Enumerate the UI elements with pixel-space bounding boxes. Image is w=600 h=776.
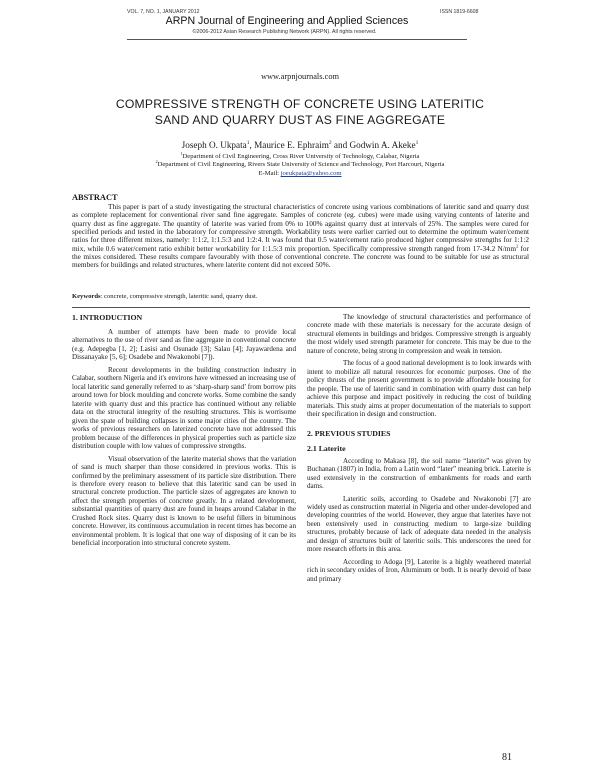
- email-label: E-Mail:: [258, 170, 281, 177]
- abstract-body: [72, 203, 529, 270]
- keywords: [72, 293, 529, 300]
- right-column: [307, 313, 531, 587]
- affiliation-2: [0, 158, 600, 169]
- right-paragraph-1: The knowledge of structural characteristics and performance of concrete made with these materials is necessary for the accurate design of structural elements in buildings and bridges. Compressive strength is arguably the most widely used strength parameter for concrete. This may be due to the nature of concrete, being strong in compression and weak in tension.: [307, 313, 531, 355]
- author-3: Godwin A. Akeke: [349, 140, 416, 150]
- copyright-line: ©2006-2012 Asian Research Publishing Network (ARPN). All rights reserved.: [192, 29, 377, 35]
- title-line-2: SAND AND QUARRY DUST AS FINE AGGREGATE: [154, 113, 446, 127]
- introduction-heading: 1. INTRODUCTION: [72, 313, 143, 322]
- abstract-rule: [72, 307, 530, 308]
- abstract-text-part-2: for the mixes considered. These results compare favourably with those of conventional concrete. The concrete was found to be suitable for use as structural members for buildings and related structures, where laterite content did not exceed 50%.: [72, 243, 529, 270]
- keywords-label: Keywords: [72, 293, 101, 300]
- keywords-text: : concrete, compressive strength, lateritic sand, quarry dust.: [100, 293, 258, 300]
- abstract-heading: ABSTRACT: [72, 193, 118, 202]
- introduction-paragraph-3: Visual observation of the laterite material shows that the variation of sand is much sharper than those considered in previous works. This is confirmed by the preliminary assessment of its particle size distribution. There is therefore every reason to believe that this lateritic sand can be used in structural concrete production. The particle sizes of aggregates are known to affect the strength properties of concrete greatly. In a related development, substantial quantities of quarry dust are found in heaps around Calabar in the Crushed Rock sites. Quarry dust is known to be useful fillers in bituminous concrete. However, its continuous accumulation in recent times has become an environmental problem. It is logical that one way of disposing of it can be its beneficial incorporation into structural concrete system.: [72, 454, 296, 548]
- author-2: Maurice E. Ephraim: [254, 140, 329, 150]
- author-conjunction: and: [331, 140, 350, 150]
- introduction-paragraph-1: A number of attempts have been made to provide local alternatives to the use of river sand as fine aggregate in conventional concrete (e.g. Adepegba [1, 2]; Lasisi and Osunade [3]; Salau [4]; Jayawardena and Dissanayake [5, 6]; Osadebe and Nwakonobi [7]).: [72, 328, 296, 362]
- email-line: [0, 170, 600, 178]
- author-list: [0, 140, 600, 150]
- author-separator: ,: [249, 140, 255, 150]
- affiliation-1-text: Department of Civil Engineering, Cross River University of Technology, Calabar, Nigeria: [182, 153, 420, 160]
- title-line-1: COMPRESSIVE STRENGTH OF CONCRETE USING LATERITIC: [115, 97, 485, 111]
- affiliation-1: [0, 150, 600, 161]
- author-1: Joseph O. Ukpata: [181, 140, 247, 150]
- journal-url[interactable]: www.arpnjournals.com: [260, 72, 340, 81]
- email-link[interactable]: joeukpata@yahoo.com: [280, 170, 342, 177]
- right-paragraph-4: Lateritic soils, according to Osadebe and Nwakonobi [7] are widely used as construction material in Nigeria and other under-developed and developing countries of the world. However, they argue that laterites have not been extensively used in constructing medium to large-size building structures, probably because of lack of adequate data needed in the analysis and design of structures built of lateritic soils. This underscores the need for more research efforts in this area.: [307, 494, 531, 554]
- author-3-affiliation-mark: 1: [415, 139, 419, 146]
- right-paragraph-5: According to Adoga [9], Laterite is a highly weathered material rich in secondary oxides of Iron, Aluminum or both. It is nearly devoid of base and primary: [307, 557, 531, 583]
- right-paragraph-3: According to Makasa [8], the soil name “laterite” was given by Buchanan (1807) in India, from a Latin word “later” meaning brick. Laterite is used extensively in the construction of embankments for roads and earth dams.: [307, 456, 531, 491]
- abstract-text-part-1: This paper is part of a study investigating the structural characteristics of concrete using various combinations of lateritic sand and quarry dust as complete replacement for conventional river sand fine aggregate. Samples of concrete (eg. cubes) were made using varying contents of laterite and quarry dust as fine aggregate. The quantity of laterite was varied from 0% to 100% against quarry dust at intervals of 25%. The samples were cured for specified periods and tested in the laboratory for compressive strength. Workability tests were earlier carried out to determine the optimum water/cement ratios for three different mixes, namely: 1:1:2, 1:1.5:3 and 1:2:4. It was found that 0.5 water/cement ratio produced higher compressive strengths for 1:1:2 mix, while 0.6 water/cement ratio exhibit better workability for 1:1.5:3 mix proportion. Specifically compressive strength ranged from 17-34.2 N/mm: [72, 202, 529, 253]
- page-number: 81: [502, 752, 512, 763]
- affiliation-2-mark: 2: [155, 158, 158, 164]
- left-column: [72, 313, 296, 552]
- previous-studies-heading: 2. PREVIOUS STUDIES: [307, 428, 391, 438]
- affiliation-2-text: Department of Civil Engineering, Rivers State University of Science and Technology, Port Harcourt, Nigeria: [157, 161, 445, 168]
- laterite-subheading: 2.1 Laterite: [307, 443, 346, 453]
- author-2-affiliation-mark: 2: [328, 139, 332, 146]
- paper-title: [0, 96, 600, 128]
- introduction-paragraph-2: Recent developments in the building construction industry in Calabar, southern Nigeria and it's environs have witnessed an increasing use of local lateritic sand generally referred to as ‘sharp-sharp sand’ from borrow pits around town for block moulding and concrete works. Some combine the sandy laterite with quarry dust and this practice has continued without any reliable data on the structural integrity of the resulting structures. This is worrisome given the spate of building collapses in some major cities of the country. The works of previous researchers on laterized concrete have not addressed this problem because of the differences in physical properties such as particle size distribution couple with low values of compressive strengths.: [72, 365, 296, 451]
- journal-name: ARPN Journal of Engineering and Applied Sciences: [165, 15, 409, 27]
- author-1-affiliation-mark: 1: [246, 139, 250, 146]
- right-paragraph-2: The focus of a good national development is to look inwards with intent to mobilize all natural resources for economic purposes. One of the policy thrusts of the present government is to provide affordable housing for the people. The use of lateritic sand in combination with quarry dust can help achieve this purpose and impact positively in reducing the cost of building materials. This study aims at proper documentation of the materials to support their specification in design and construction.: [307, 359, 531, 419]
- header-rule: [127, 39, 467, 40]
- issn: ISSN 1819-6608: [440, 9, 479, 15]
- volume-line: VOL. 7, NO. 1, JANUARY 2012: [127, 9, 200, 15]
- affiliation-1-mark: 1: [180, 150, 183, 156]
- abstract-unit-superscript: 2: [516, 243, 519, 249]
